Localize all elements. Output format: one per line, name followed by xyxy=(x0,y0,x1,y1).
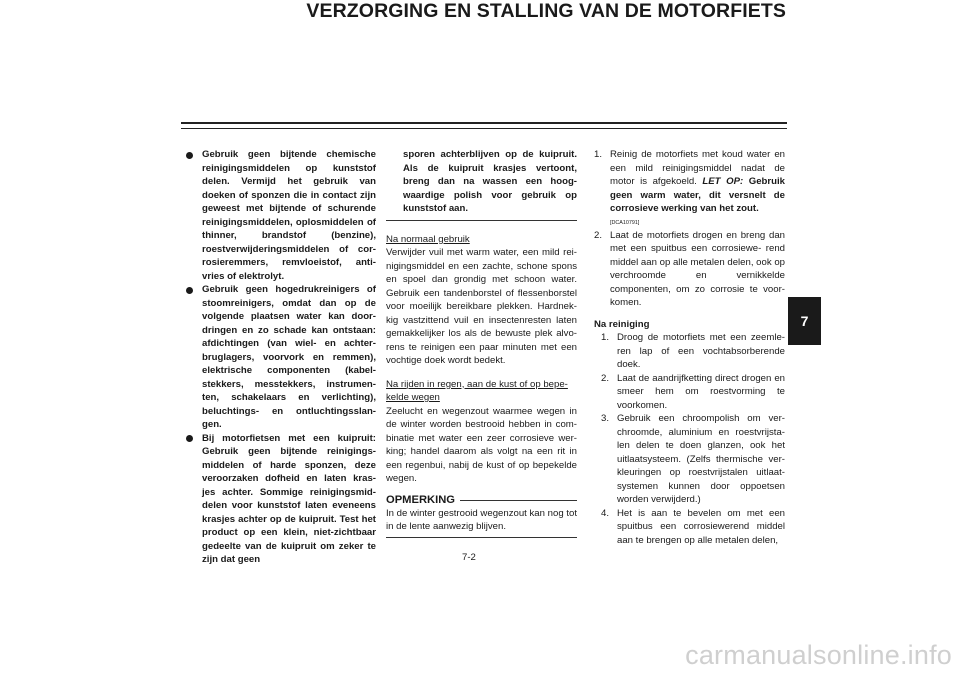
list-item xyxy=(594,148,785,227)
paragraph-rain-coast: Zeelucht en wegenzout waarmee wegen in de winter worden bestrooid hebben in com- binatie met water een zeer corrosieve wer- king; handel daarom als volgt na een rit in een regenbui, nabij de kust of op bepekelde wegen. xyxy=(386,405,577,484)
note-title: OPMERKING xyxy=(386,493,455,506)
step-number: 1. xyxy=(601,332,610,343)
list-item xyxy=(601,507,785,548)
note-heading xyxy=(386,494,577,507)
column-right xyxy=(594,148,785,547)
caution-end-rule xyxy=(386,220,577,221)
caution-code: [DCA10791] xyxy=(610,219,640,226)
step-number: 2. xyxy=(601,372,610,384)
step-text: Droog de motorfiets met een zeemle- ren lap of een vochtabsorberende doek. xyxy=(617,332,785,370)
step-number: 3. xyxy=(601,413,610,424)
caution-continuation: sporen achterblijven op de kuipruit. Als de kuipruit krasjes vertoont, breng dan na wassen een hoog- waardige polish voor gebruik op kunststof aan. xyxy=(403,149,577,214)
bullet-icon xyxy=(186,152,193,159)
note-end-rule xyxy=(386,537,577,538)
column-left xyxy=(185,148,376,567)
bullet-text: Gebruik geen hogedrukreinigers of stoomreinigers, omdat dan op de volgende plaatsen water kan door- dringen en zo schade kan ontstaan: afdichtingen (van wiel- en achter- bruglagers, voorvork en remmen), elektrische componenten (kabel- stekkers, messtekkers, instrumen- ten, schakelaars en verlichting), beluchtings- en ontluchtingsslan- gen. xyxy=(202,284,376,430)
watermark: carmanualsonline.info xyxy=(685,640,952,670)
list-item xyxy=(601,412,785,507)
step-text: Laat de motorfiets drogen en breng dan met een spuitbus een corrosiewe- rend middel aan op alle metalen delen, ook op verchroomde en vernikkelde componenten, om zo corrosie te voor- komen. xyxy=(610,229,785,308)
paragraph-normal-use: Verwijder vuil met warm water, een mild rei- nigingsmiddel en een zachte, schone spons en spoel dan grondig met schoon water. Gebruik een tandenborstel of flessenborstel voor moeilijk bereikbare plekken. Hardnek- kig vastzittend vuil en insectenresten laten gemakkelijker los als de bewuste plek alvo- rens te reinigen een paar minuten met een vochtige doek wordt bedekt. xyxy=(386,247,577,366)
bullet-icon xyxy=(186,287,193,294)
step-number: 2. xyxy=(594,229,603,241)
bullet-item xyxy=(185,283,376,432)
step-text: Laat de aandrijfketting direct drogen en smeer hem om roestvorming te voorkomen. xyxy=(617,372,785,411)
header-rule-thin xyxy=(181,128,787,129)
bullet-icon xyxy=(186,435,193,442)
step-text: Gebruik een chroompolish om ver- chroomde, aluminium en roestvrijsta- len delen te doen glanzen, ook het uitlaatsysteem. (Zelfs thermische ver- kleuringen op roestvrijstalen uitlaat- systemen kunnen door oppoetsen worden verwijderd.) xyxy=(617,413,785,505)
page-number: 7-2 xyxy=(462,552,476,563)
column-middle xyxy=(386,148,577,550)
section-heading-after-cleaning: Na reiniging xyxy=(594,318,650,330)
header-rule-thick xyxy=(181,122,787,124)
step-number: 4. xyxy=(601,507,610,519)
note-text: In de winter gestrooid wegenzout kan nog tot in de lente aanwezig blijven. xyxy=(386,507,577,532)
list-item xyxy=(601,331,785,372)
caution-label: LET OP: xyxy=(702,176,744,187)
subheading-rain-coast: Na rijden in regen, aan de kust of op bepe- kelde wegen xyxy=(386,378,568,403)
bullet-item xyxy=(185,148,376,283)
list-item xyxy=(601,372,785,413)
subheading-normal-use: Na normaal gebruik xyxy=(386,233,470,245)
chapter-tab: 7 xyxy=(788,297,821,345)
step-text: Het is aan te bevelen om met een spuitbus een corrosiewerend middel aan te brengen op alle metalen delen, xyxy=(617,507,785,546)
page-title: VERZORGING EN STALLING VAN DE MOTORFIETS xyxy=(306,0,786,22)
bullet-item xyxy=(185,432,376,567)
caution-text: Gebruik geen warm water, dit versnelt de corrosieve werking van het zout. xyxy=(610,176,785,214)
note-rule xyxy=(460,500,577,501)
step-text: Reinig de motorfiets met koud water en een mild reinigingsmiddel nadat de motor is afgekoeld. xyxy=(610,149,785,187)
list-item xyxy=(594,229,785,310)
step-number: 1. xyxy=(594,149,603,160)
bullet-text: Gebruik geen bijtende chemische reinigingsmiddelen op kunststof delen. Vermijd het gebruik van doeken of sponzen die in contact zijn geweest met bijtende of schurende reinigingsmiddelen, oplosmiddelen of thinner, brandstof (benzine), roestverwijderingsmiddelen of cor- rosieremmers, remvloeistof, anti- vries of elektrolyt. xyxy=(202,149,376,282)
bullet-text: Bij motorfietsen met een kuipruit: Gebruik geen bijtende reinigings- middelen of harde sponzen, deze veroorzaken dofheid en laten kras- jes achter. Sommige reinigingsmid- delen voor kunststof laten eveneens krasjes achter op de kuipruit. Test het product op een klein, niet-zichtbaar gedeelte van de kuipruit om zeker te zijn dat geen xyxy=(202,432,376,565)
